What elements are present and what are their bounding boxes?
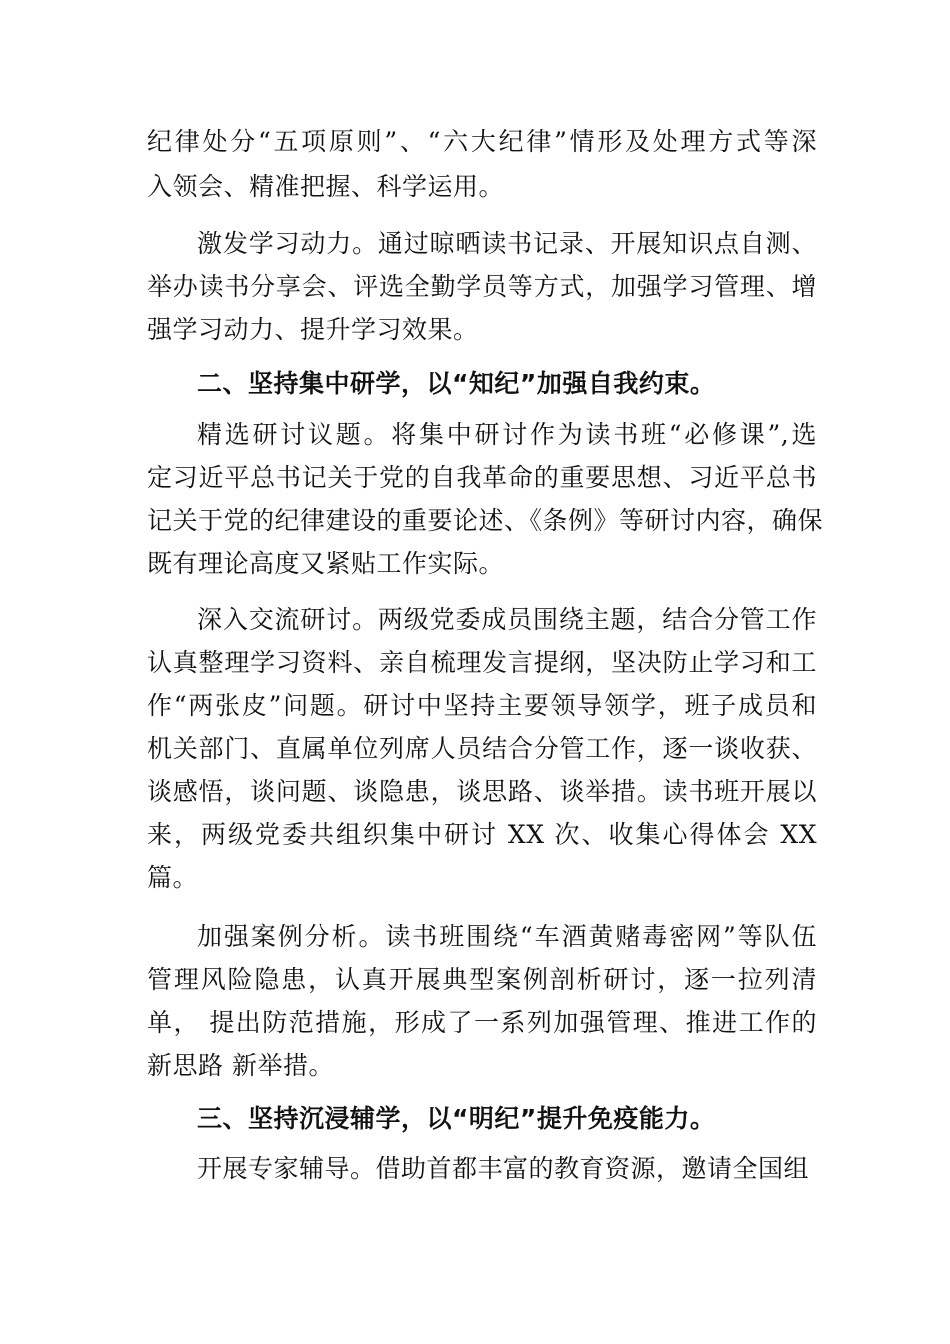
body-text-line: 单， 提出防范措施，形成了一系列加强管理、推进工作的 xyxy=(147,1008,817,1037)
body-text-line: 新思路 新举措。 xyxy=(147,1051,334,1080)
body-text-line: 认真整理学习资料、亲自梳理发言提纲，坚决防止学习和工 xyxy=(147,648,817,677)
body-text-line: 来，两级党委共组织集中研讨 XX 次、收集心得体会 XX xyxy=(147,820,817,849)
body-text-line: 激发学习动力。通过晾晒读书记录、开展知识点自测、 xyxy=(197,229,817,258)
body-text-line: 定习近平总书记关于党的自我革命的重要思想、习近平总书 xyxy=(147,463,817,492)
section-heading: 三、坚持沉浸辅学，以“明纪”提升免疫能力。 xyxy=(197,1104,716,1133)
body-text-line: 入领会、精准把握、科学运用。 xyxy=(147,172,505,201)
body-text-line: 管理风险隐患，认真开展典型案例剖析研讨，逐一拉列清 xyxy=(147,965,817,994)
body-text-line: 举办读书分享会、评选全勤学员等方式，加强学习管理、增 xyxy=(147,272,817,301)
body-text-line: 篇。 xyxy=(147,863,199,892)
body-text-line: 谈感悟，谈问题、谈隐患，谈思路、谈举措。读书班开展以 xyxy=(147,777,817,806)
body-text-line: 作“两张皮”问题。研讨中坚持主要领导领学，班子成员和 xyxy=(147,691,817,720)
body-text-line: 纪律处分“五项原则”、“六大纪律”情形及处理方式等深 xyxy=(147,127,817,156)
body-text-line: 强学习动力、提升学习效果。 xyxy=(147,315,479,344)
body-text-line: 既有理论高度又紧贴工作实际。 xyxy=(147,549,505,578)
body-text-line: 精选研讨议题。将集中研讨作为读书班“必修课”,选 xyxy=(197,420,817,449)
body-text-line: 记关于党的纪律建设的重要论述、《条例》等研讨内容，确保 xyxy=(147,506,824,535)
body-text-line: 机关部门、直属单位列席人员结合分管工作，逐一谈收获、 xyxy=(147,734,817,763)
section-heading: 二、坚持集中研学，以“知纪”加强自我约束。 xyxy=(197,369,716,398)
body-text-line: 深入交流研讨。两级党委成员围绕主题，结合分管工作 xyxy=(197,605,817,634)
body-text-line: 开展专家辅导。借助首都丰富的教育资源，邀请全国组 xyxy=(197,1154,810,1183)
body-text-line: 加强案例分析。读书班围绕“车酒黄赌毒密网”等队伍 xyxy=(197,922,817,951)
